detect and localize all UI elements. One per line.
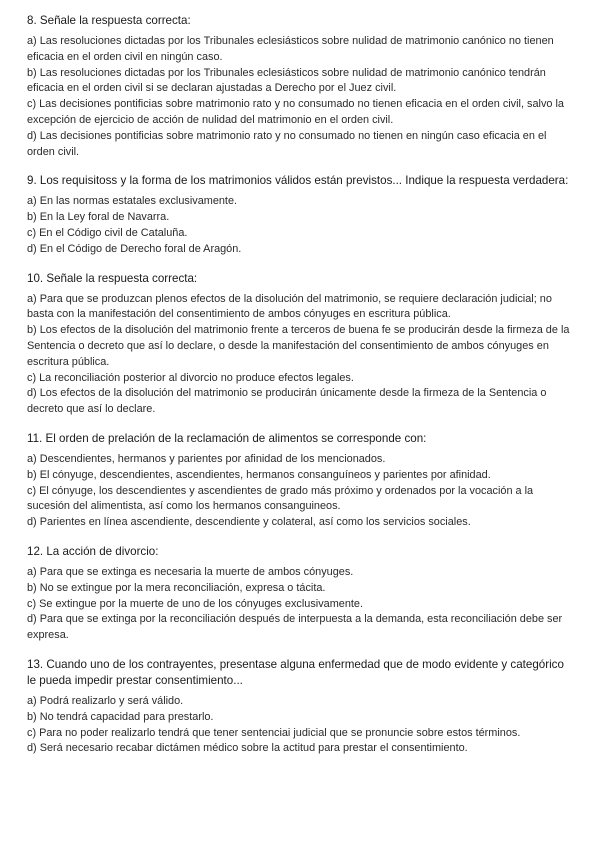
option-b: b) Los efectos de la disolución del matrimonio frente a terceros de buena fe se producirán desde la firmeza de la Sentencia o decreto que así lo declare, o desde la manifestación del consentimiento de ambos cónyuges en escritura pública. xyxy=(27,324,570,368)
answer-options xyxy=(27,694,574,757)
question-title: 12. La acción de divorcio: xyxy=(27,544,159,558)
question-11 xyxy=(27,431,574,531)
option-c: c) La reconciliación posterior al divorcio no produce efectos legales. xyxy=(27,371,354,384)
question-title: 13. Cuando uno de los contrayentes, presentase alguna enfermedad que de modo evidente y categórico le pueda impedir prestar consentimiento... xyxy=(27,657,564,687)
option-b: b) El cónyuge, descendientes, ascendientes, hermanos consanguíneos y parientes por afinidad. xyxy=(27,468,491,481)
option-a: a) Las resoluciones dictadas por los Tribunales eclesiásticos sobre nulidad de matrimonio canónico no tienen eficacia en el orden civil en ningún caso. xyxy=(27,35,554,63)
option-c: c) Para no poder realizarlo tendrá que tener sentenciai judicial que se pronuncie sobre estos términos. xyxy=(27,726,521,739)
question-title: 10. Señale la respuesta correcta: xyxy=(27,271,198,285)
option-d: d) Será necesario recabar dictámen médico sobre la actitud para prestar el consentimiento. xyxy=(27,742,468,755)
answer-options xyxy=(27,34,574,160)
option-a: a) Para que se extinga es necesaria la muerte de ambos cónyuges. xyxy=(27,565,354,578)
answer-options xyxy=(27,565,574,644)
option-c: c) El cónyuge, los descendientes y ascendientes de grado más próximo y ordenados por la vocación a la sucesión del alimentista, así como los hermanos consanguineos. xyxy=(27,484,534,513)
option-d: d) Parientes en línea ascendiente, descendiente y colateral, así como los servicios sociales. xyxy=(27,516,471,529)
question-12 xyxy=(27,544,574,644)
option-d: d) Las decisiones pontificias sobre matrimonio rato y no consumado no tienen en ningún caso eficacia en el orden civil. xyxy=(27,129,547,158)
option-a: a) Podrá realizarlo y será válido. xyxy=(27,694,184,707)
question-title: 9. Los requisitoss y la forma de los matrimonios válidos están previstos... Indique la respuesta verdadera: xyxy=(27,174,569,188)
option-d: d) Los efectos de la disolución del matrimonio se producirán únicamente desde la firmeza de la Sentencia o decreto que así lo declare. xyxy=(27,387,547,416)
option-b: b) En la Ley foral de Navarra. xyxy=(27,211,170,224)
answer-options xyxy=(27,194,574,257)
option-d: d) Para que se extinga por la reconciliación después de interpuesta a la demanda, esta reconciliación debe ser expresa. xyxy=(27,613,563,642)
option-a: a) En las normas estatales exclusivamente. xyxy=(27,195,238,208)
question-9 xyxy=(27,173,574,257)
question-title: 11. El orden de prelación de la reclamación de alimentos se corresponde con: xyxy=(27,431,427,445)
option-b: b) Las resoluciones dictadas por los Tribunales eclesiásticos sobre nulidad de matrimonio canónico tendrán eficacia en el orden civil si se declaran ajustadas a Derecho por el Juez civil. xyxy=(27,66,546,95)
question-10 xyxy=(27,271,574,418)
option-d: d) En el Código de Derecho foral de Aragón. xyxy=(27,242,242,255)
question-8 xyxy=(27,13,574,160)
answer-options xyxy=(27,452,574,531)
question-13 xyxy=(27,657,574,757)
option-c: c) Se extingue por la muerte de uno de los cónyuges exclusivamente. xyxy=(27,597,363,610)
answer-options xyxy=(27,292,574,418)
option-a: a) Para que se produzcan plenos efectos de la disolución del matrimonio, se requiere declaración judicial; no basta con la manifestación del consentimiento de ambos cónyuges en escritura pública. xyxy=(27,292,552,321)
option-b: b) No se extingue por la mera reconciliación, expresa o tácita. xyxy=(27,581,326,594)
option-b: b) No tendrá capacidad para prestarlo. xyxy=(27,710,214,723)
question-title: 8. Señale la respuesta correcta: xyxy=(27,14,191,27)
option-a: a) Descendientes, hermanos y parientes por afinidad de los mencionados. xyxy=(27,452,386,465)
option-c: c) En el Código civil de Cataluña. xyxy=(27,226,188,239)
option-c: c) Las decisiones pontificias sobre matrimonio rato y no consumado no tienen eficacia en el orden civil, salvo la excepción de ejercicio de acción de nulidad del matrimonio en el orden civil. xyxy=(27,98,564,126)
